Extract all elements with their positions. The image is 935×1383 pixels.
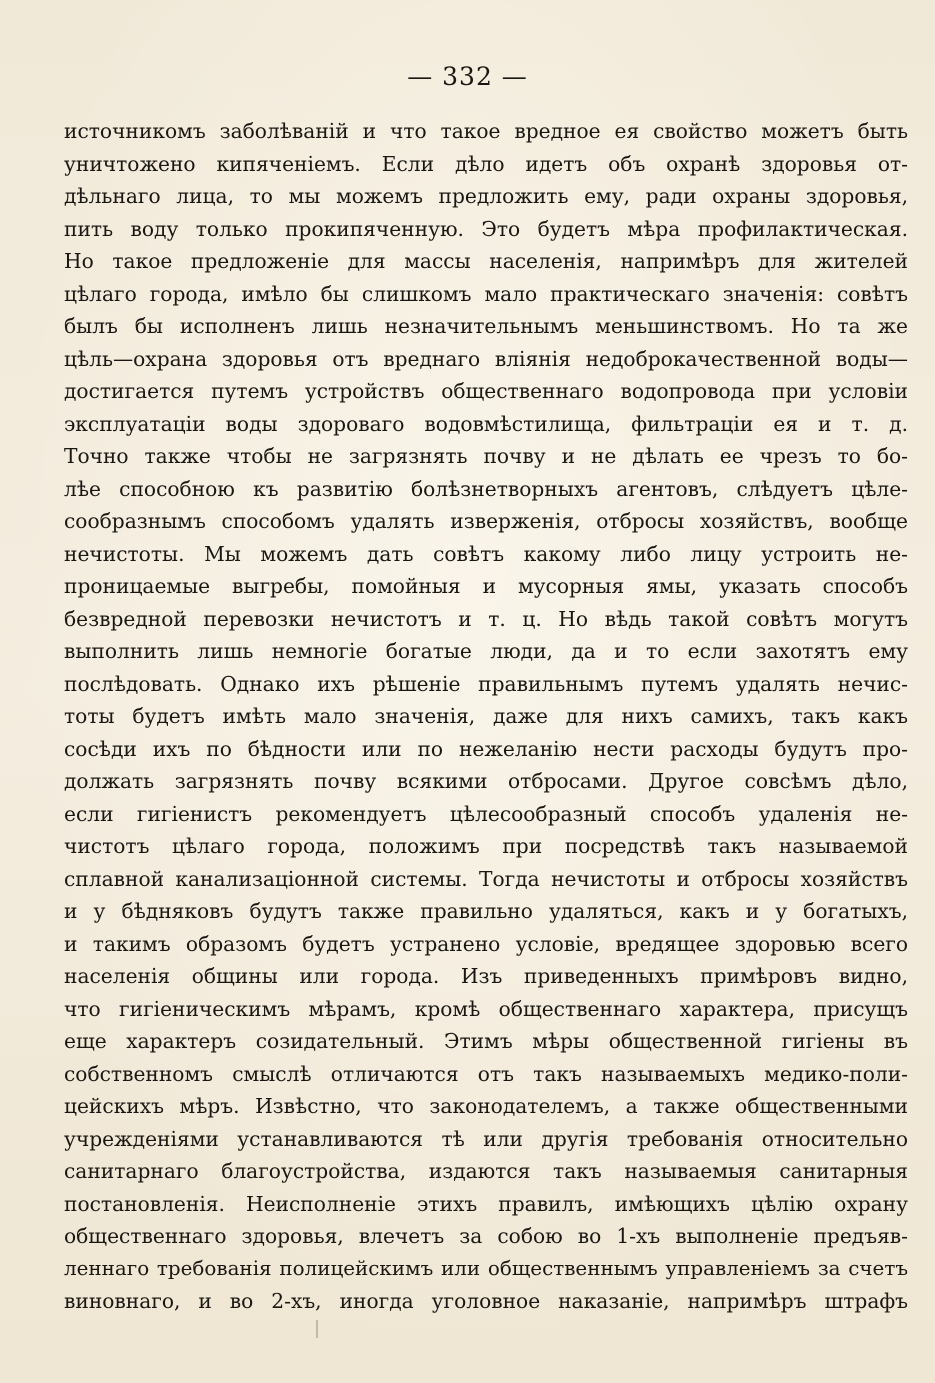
- text-line: достигается путемъ устройствъ общественнаго водопровода при условіи: [64, 379, 908, 403]
- text-line: пить воду только прокипяченную. Это будетъ мѣра профилактическая.: [64, 216, 908, 241]
- text-line: и такимъ образомъ будетъ устранено условіе, вредящее здоровью всего: [64, 931, 908, 956]
- text-line: цейскихъ мѣръ. Извѣстно, что законодателемъ, а также общественными: [64, 1094, 908, 1118]
- body-text: [64, 115, 908, 1318]
- text-line: общественнаго здоровья, влечетъ за собою во 1-хъ выполненіе предъяв-: [64, 1224, 908, 1248]
- text-line: виновнаго, и во 2-хъ, иногда уголовное наказаніе, напримѣръ штрафъ: [64, 1289, 908, 1313]
- paper-mark: [316, 1320, 318, 1338]
- page-number: — 332 —: [407, 62, 528, 91]
- text-line: и у бѣдняковъ будутъ также правильно удаляться, какъ и у богатыхъ,: [64, 899, 908, 923]
- text-line: Точно также чтобы не загрязнять почву и не дѣлать ее чрезъ то бо-: [64, 444, 908, 468]
- text-line: постановленія. Неисполненіе этихъ правилъ, имѣющихъ цѣлію охрану: [64, 1191, 908, 1216]
- text-line: цѣлаго города, имѣло бы слишкомъ мало практическаго значенія: совѣтъ: [64, 281, 908, 306]
- text-line: санитарнаго благоустройства, издаются такъ называемыя санитарныя: [64, 1159, 908, 1183]
- text-line: леннаго требованія полицейскимъ или общественнымъ управленіемъ за счетъ: [64, 1256, 908, 1280]
- text-line: еще характеръ созидательный. Этимъ мѣры общественной гигіены въ: [64, 1029, 908, 1053]
- text-line: сосѣди ихъ по бѣдности или по нежеланію нести расходы будутъ про-: [64, 736, 908, 761]
- text-line: тоты будетъ имѣть мало значенія, даже для нихъ самихъ, такъ какъ: [64, 704, 908, 728]
- text-line: послѣдовать. Однако ихъ рѣшеніе правильнымъ путемъ удалять нечис-: [64, 671, 908, 696]
- text-line: дѣльнаго лица, то мы можемъ предложить ему, ради охраны здоровья,: [64, 184, 908, 208]
- text-line: проницаемые выгребы, помойныя и мусорныя ямы, указать способъ: [64, 574, 908, 598]
- text-line: лѣе способною къ развитію болѣзнетворныхъ агентовъ, слѣдуетъ цѣле-: [64, 476, 908, 501]
- text-line: эксплуатаціи воды здороваго водовмѣстилища, фильтраціи ея и т. д.: [64, 411, 908, 436]
- text-line: населенія общины или города. Изъ приведенныхъ примѣровъ видно,: [64, 964, 908, 988]
- text-line: должать загрязнять почву всякими отбросами. Другое совсѣмъ дѣло,: [64, 769, 908, 793]
- text-line: собственномъ смыслѣ отличаются отъ такъ называемыхъ медико-поли-: [64, 1061, 908, 1086]
- text-line: сообразнымъ способомъ удалять изверженія, отбросы хозяйствъ, вообще: [64, 509, 908, 533]
- text-line: безвредной перевозки нечистотъ и т. ц. Но вѣдь такой совѣтъ могутъ: [64, 606, 908, 631]
- text-line: если гигіенистъ рекомендуетъ цѣлесообразный способъ удаленія не-: [64, 801, 908, 826]
- text-line: нечистоты. Мы можемъ дать совѣтъ какому либо лицу устроить не-: [64, 541, 908, 566]
- text-line: уничтожено кипяченіемъ. Если дѣло идетъ объ охранѣ здоровья от-: [64, 151, 908, 176]
- text-line: чистотъ цѣлаго города, положимъ при посредствѣ такъ называемой: [64, 834, 908, 858]
- text-line: сплавной канализаціонной системы. Тогда нечистоты и отбросы хозяйствъ: [64, 866, 908, 891]
- text-line: источникомъ заболѣваній и что такое вредное ея свойство можетъ быть: [64, 119, 908, 143]
- text-line: выполнить лишь немногіе богатые люди, да и то если захотятъ ему: [64, 639, 908, 663]
- text-line: что гигіеническимъ мѣрамъ, кромѣ общественнаго характера, присущъ: [64, 996, 908, 1021]
- text-line: Но такое предложеніе для массы населенія, напримѣръ для жителей: [64, 249, 908, 273]
- text-line: цѣль—охрана здоровья отъ вреднаго вліянія недоброкачественной воды—: [64, 346, 908, 371]
- text-line: учрежденіями устанавливаются тѣ или другія требованія относительно: [64, 1126, 908, 1151]
- text-line: былъ бы исполненъ лишь незначительнымъ меньшинствомъ. Но та же: [64, 314, 908, 338]
